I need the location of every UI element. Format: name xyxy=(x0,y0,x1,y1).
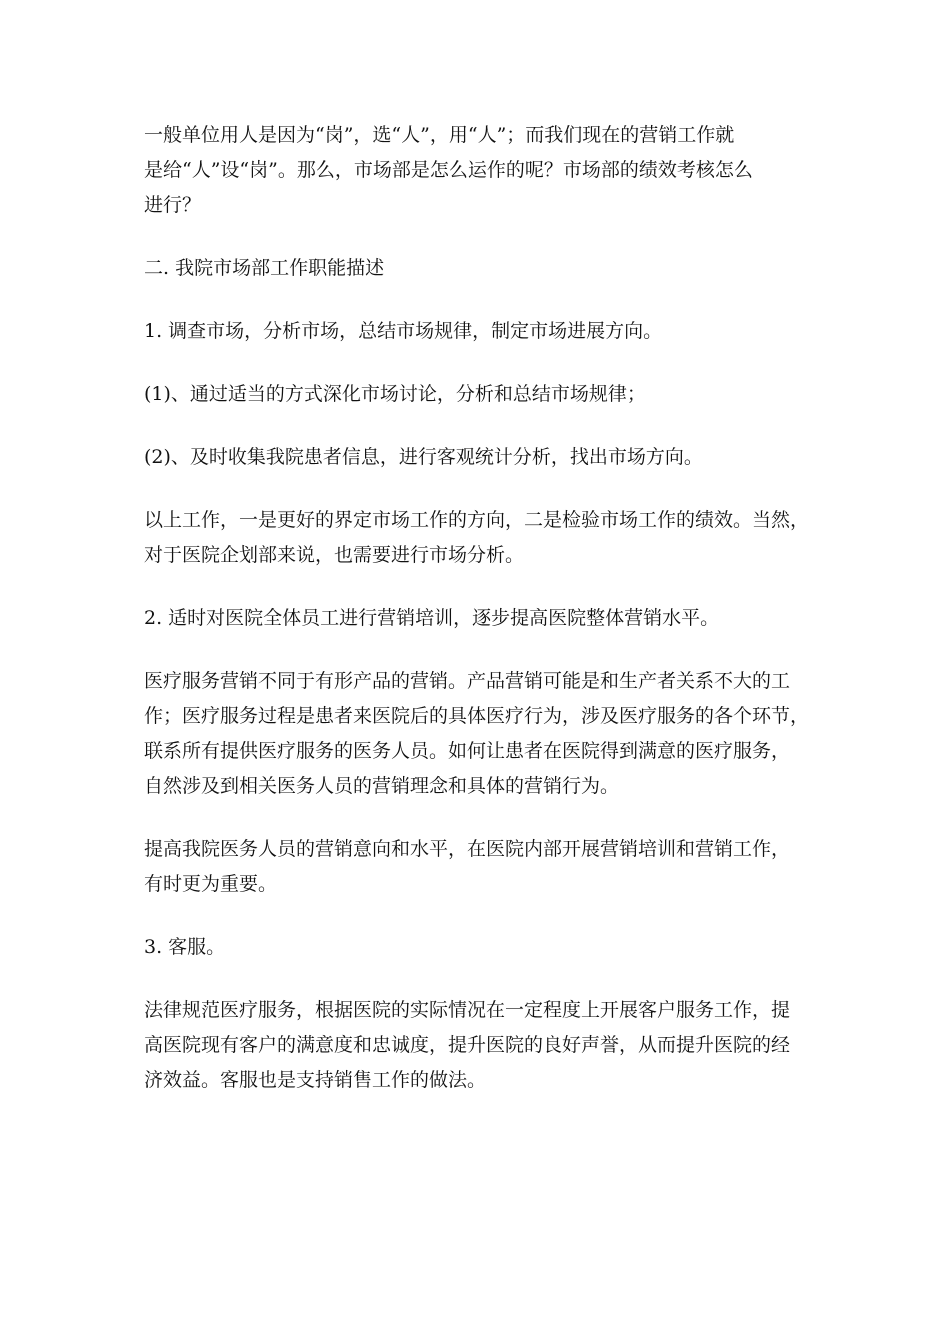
text-line: 1. 调查市场，分析市场，总结市场规律，制定市场进展方向。 xyxy=(144,320,663,342)
text-line: 法律规范医疗服务，根据医院的实际情况在一定程度上开展客户服务工作，提 xyxy=(144,999,791,1021)
text-line: 有时更为重要。 xyxy=(144,873,278,895)
paragraph-service-marketing xyxy=(144,664,814,804)
paragraph-training xyxy=(144,832,814,902)
text-line: 医疗服务营销不同于有形产品的营销。产品营销可能是和生产者关系不大的工 xyxy=(144,670,791,692)
text-line: 高医院现有客户的满意度和忠诚度，提升医院的良好声誉，从而提升医院的经 xyxy=(144,1034,791,1056)
text-line: 进行？ xyxy=(144,194,202,216)
text-line: (1)、通过适当的方式深化市场讨论，分析和总结市场规律； xyxy=(144,383,646,405)
text-line: 是给“人”设“岗”。那么，市场部是怎么运作的呢？市场部的绩效考核怎么 xyxy=(144,159,753,181)
text-line: 联系所有提供医疗服务的医务人员。如何让患者在医院得到满意的医疗服务， xyxy=(144,740,791,762)
text-line: 以上工作，一是更好的界定市场工作的方向，二是检验市场工作的绩效。当然， xyxy=(144,509,810,531)
text-line: 作；医疗服务过程是患者来医院后的具体医疗行为，涉及医疗服务的各个环节， xyxy=(144,705,810,727)
text-line: 自然涉及到相关医务人员的营销理念和具体的营销行为。 xyxy=(144,775,620,797)
heading-text: 二. 我院市场部工作职能描述 xyxy=(144,257,385,279)
text-line: 济效益。客服也是支持销售工作的做法。 xyxy=(144,1069,487,1091)
text-line: 2. 适时对医院全体员工进行营销培训，逐步提高医院整体营销水平。 xyxy=(144,607,720,629)
sub-item-1 xyxy=(144,377,814,412)
list-item-2 xyxy=(144,601,814,636)
text-line: 提高我院医务人员的营销意向和水平，在医院内部开展营销培训和营销工作， xyxy=(144,838,791,860)
text-line: 3. 客服。 xyxy=(144,936,226,958)
paragraph-intro xyxy=(144,118,814,223)
list-item-3 xyxy=(144,930,814,965)
paragraph-customer-service xyxy=(144,993,814,1098)
text-line: 一般单位用人是因为“岗”，选“人”，用“人”；而我们现在的营销工作就 xyxy=(144,124,735,146)
section-heading xyxy=(144,251,814,286)
document-body xyxy=(144,118,814,1126)
list-item-1 xyxy=(144,314,814,349)
text-line: 对于医院企划部来说，也需要进行市场分析。 xyxy=(144,544,525,566)
paragraph-summary xyxy=(144,503,814,573)
sub-item-2 xyxy=(144,440,814,475)
text-line: (2)、及时收集我院患者信息，进行客观统计分析，找出市场方向。 xyxy=(144,446,703,468)
